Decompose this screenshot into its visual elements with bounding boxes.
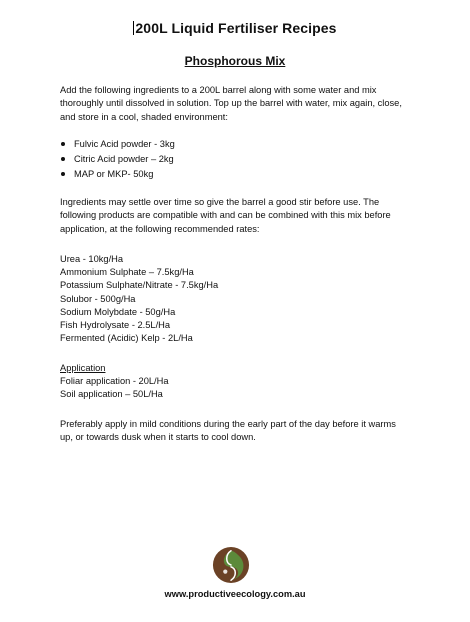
rate-item: Urea - 10kg/Ha — [60, 254, 124, 264]
application-item: Soil application – 50L/Ha — [60, 389, 163, 400]
rate-item: Fish Hydrolysate - 2.5L/Ha — [60, 320, 171, 331]
closing-paragraph: Preferably apply in mild conditions during the early part of the day before it warms up, or towards dusk when it starts to cool down. — [60, 419, 396, 443]
intro-paragraph: Add the following ingredients to a 200L barrel along with some water and mix thoroughly until dissolved in solution. Top up the barrel with water, mix again, close, and store in a cool, shaded environment: — [60, 85, 402, 122]
productive-ecology-logo-icon — [212, 546, 250, 584]
ingredient-item: Citric Acid powder – 2kg — [60, 152, 175, 167]
rate-item: Sodium Molybdate - 50g/Ha — [60, 306, 176, 317]
application-item: Foliar application - 20L/Ha — [60, 376, 169, 387]
application-heading: Application — [60, 363, 106, 373]
rate-item: Potassium Sulphate/Nitrate - 7.5kg/Ha — [60, 280, 219, 291]
compatibility-paragraph: Ingredients may settle over time so give the barrel a good stir before use. The following products are compatible with and can be combined with this mix before application, at the following recommended rates: — [60, 197, 391, 234]
document-subtitle: Phosphorous Mix — [184, 54, 286, 68]
rates-list — [60, 253, 218, 345]
bullet-icon — [61, 157, 65, 161]
document-title — [0, 20, 470, 36]
rate-item: Fermented (Acidic) Kelp - 2L/Ha — [60, 333, 193, 344]
rate-item: Ammonium Sulphate – 7.5kg/Ha — [60, 267, 194, 278]
ingredient-item: Fulvic Acid powder - 3kg — [60, 137, 175, 152]
application-section — [60, 362, 169, 402]
ingredient-item: MAP or MKP- 50kg — [60, 167, 175, 182]
website-link[interactable]: www.productiveecology.com.au — [164, 589, 306, 599]
ingredients-list — [60, 137, 175, 182]
document-title-text: 200L Liquid Fertiliser Recipes — [135, 20, 337, 36]
bullet-icon — [61, 142, 65, 146]
bullet-icon — [61, 172, 65, 176]
rate-item: Solubor - 500g/Ha — [60, 293, 136, 304]
